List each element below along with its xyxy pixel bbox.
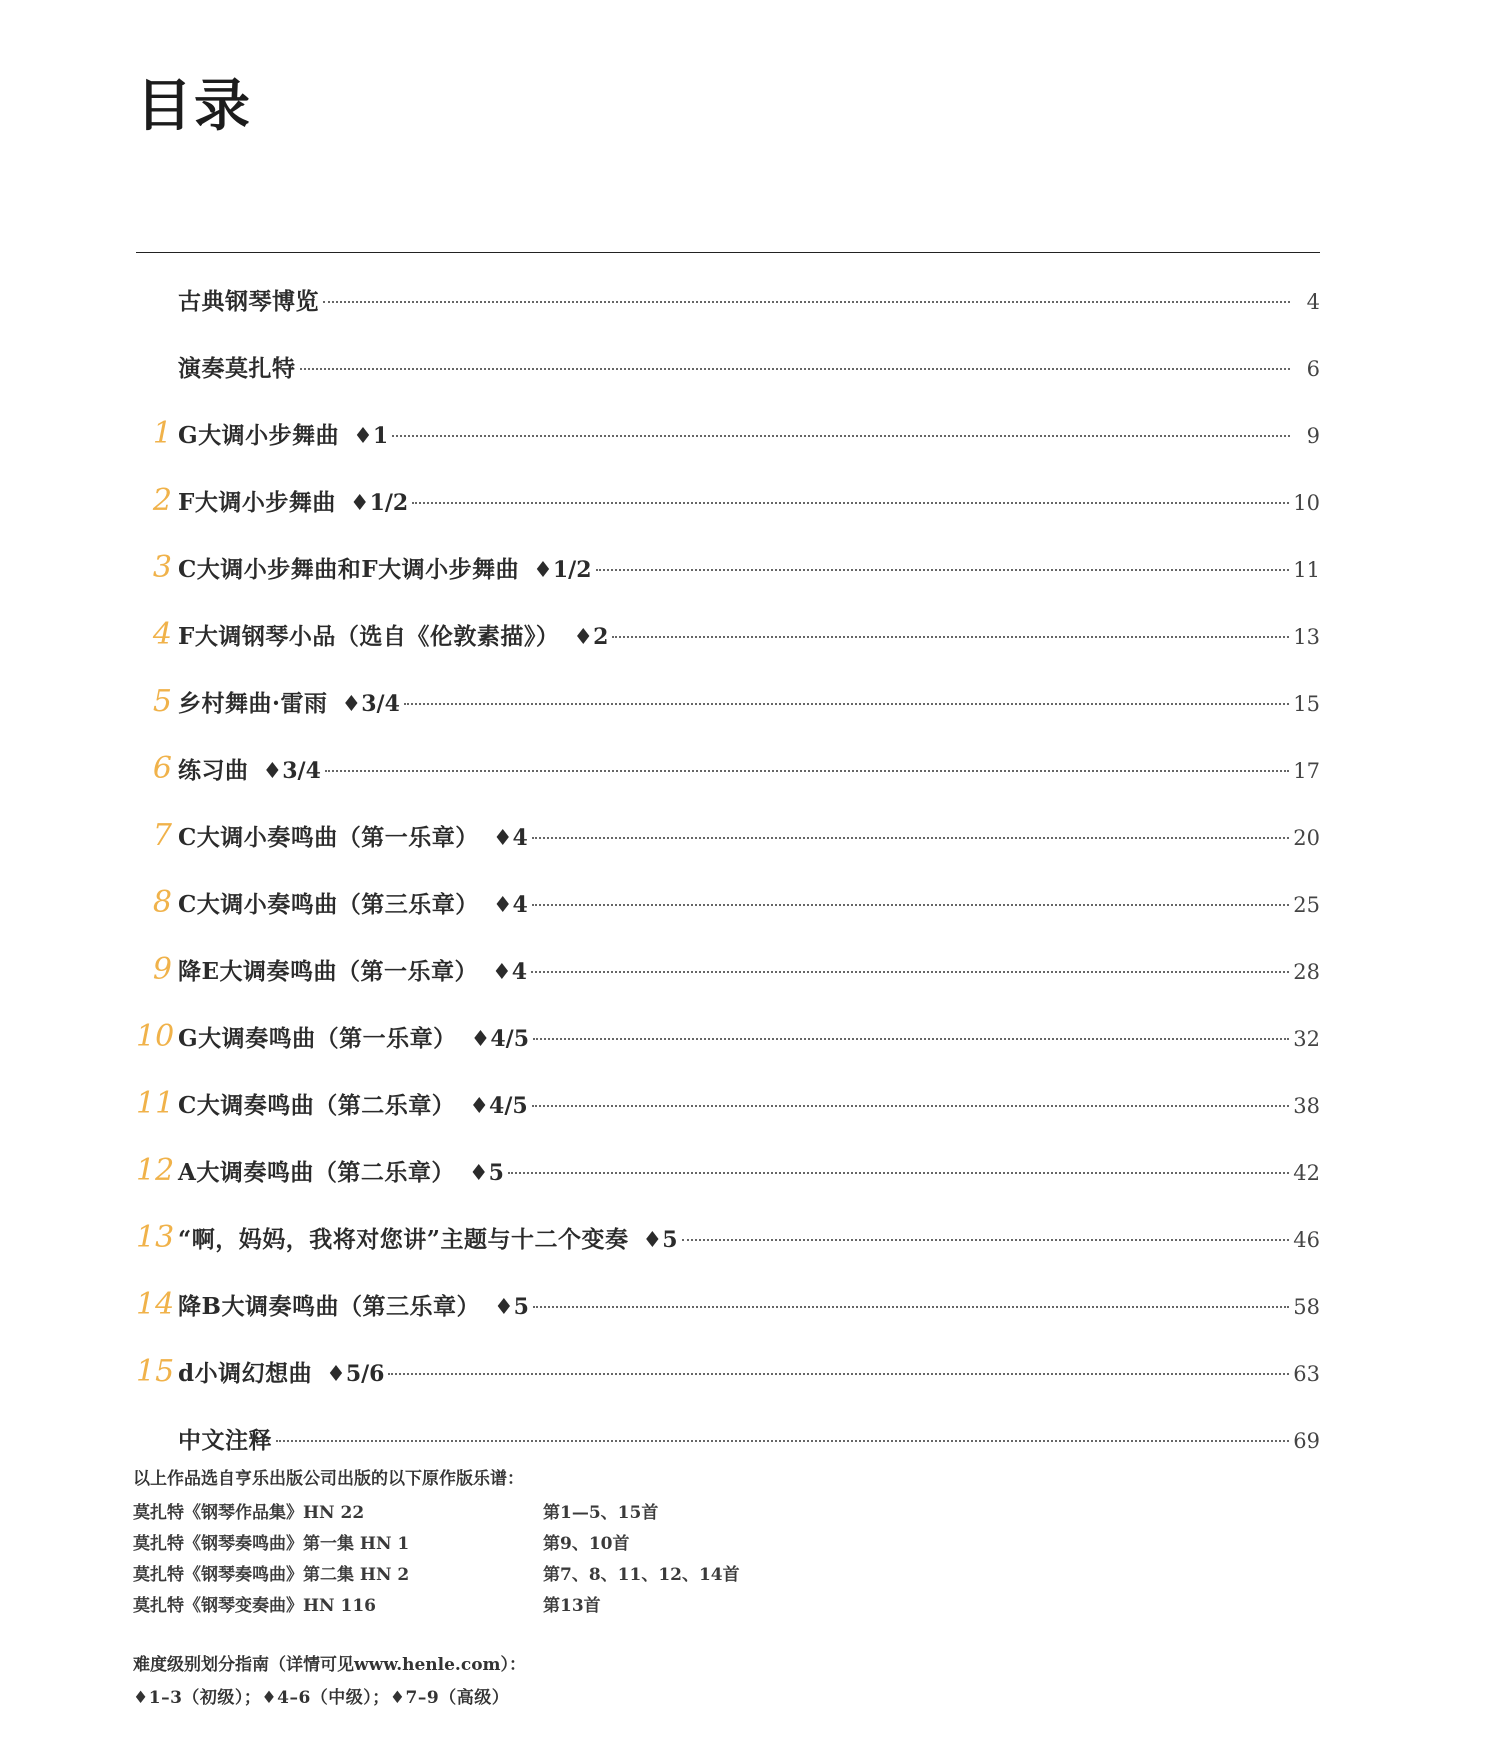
toc-entry-title: C大调小奏鸣曲（第三乐章） <box>178 891 479 918</box>
toc-entry-title: 中文注释 <box>178 1427 272 1454</box>
dot-leader <box>392 435 1290 437</box>
page-number: 25 <box>1293 893 1320 917</box>
toc-entry-number: 11 <box>136 1086 175 1121</box>
toc-entry-number: 4 <box>152 617 172 652</box>
title-divider <box>136 252 1320 253</box>
difficulty-guide-header: 难度级别划分指南（详情可见www.henle.com）： <box>133 1655 527 1675</box>
page-title: 目录 <box>136 73 252 139</box>
difficulty-level: ♦5 <box>642 1227 678 1253</box>
toc-entry-title: A大调奏鸣曲（第二乐章） <box>178 1159 455 1186</box>
toc-entry[interactable] <box>136 735 1320 802</box>
dot-leader <box>325 770 1289 772</box>
toc-entry[interactable] <box>136 400 1320 467</box>
toc-entry[interactable] <box>136 802 1320 869</box>
source-row <box>133 1495 933 1526</box>
toc-entry-number: 5 <box>152 684 172 719</box>
difficulty-level: ♦4/5 <box>469 1093 528 1119</box>
source-row <box>133 1526 933 1557</box>
page-number: 13 <box>1293 625 1320 649</box>
source-row <box>133 1557 933 1588</box>
difficulty-level: ♦4 <box>492 959 528 985</box>
source-items: 第13首 <box>543 1596 601 1616</box>
page-number: 10 <box>1293 491 1320 515</box>
page-number: 69 <box>1293 1429 1320 1453</box>
toc-entry[interactable] <box>136 1405 1320 1472</box>
toc-entry-title: C大调小奏鸣曲（第一乐章） <box>178 824 479 851</box>
toc-entry[interactable] <box>136 467 1320 534</box>
toc-entry[interactable] <box>136 1070 1320 1137</box>
source-items: 第1—5、15首 <box>543 1503 659 1523</box>
dot-leader <box>508 1172 1289 1174</box>
toc-entry-number: 7 <box>152 818 172 853</box>
page-number: 38 <box>1293 1094 1320 1118</box>
toc-entry-title: d小调幻想曲 <box>178 1360 313 1387</box>
toc-entry-title: G大调小步舞曲 <box>178 422 340 449</box>
toc-entry[interactable] <box>136 1003 1320 1070</box>
page-number: 42 <box>1293 1161 1320 1185</box>
toc-entry[interactable] <box>136 1338 1320 1405</box>
toc-entry[interactable] <box>136 266 1320 333</box>
source-editions-note <box>133 1464 933 1619</box>
page-number: 58 <box>1293 1295 1320 1319</box>
toc-entry-number: 9 <box>152 952 172 987</box>
difficulty-level: ♦1/2 <box>349 490 409 516</box>
toc-entry-title: 降B大调奏鸣曲（第三乐章） <box>178 1293 480 1320</box>
dot-leader <box>388 1373 1289 1375</box>
toc-entry-title: 古典钢琴博览 <box>178 288 319 315</box>
dot-leader <box>532 1105 1290 1107</box>
page-number: 20 <box>1293 826 1320 850</box>
source-title: 莫扎特《钢琴奏鸣曲》第二集 HN 2 <box>133 1565 410 1585</box>
toc-entry-title: F大调钢琴小品（选自《伦敦素描》） <box>178 623 560 650</box>
toc-entry-number: 10 <box>136 1019 175 1054</box>
dot-leader <box>323 301 1290 303</box>
dot-leader <box>533 1306 1289 1308</box>
page-number: 46 <box>1293 1228 1320 1252</box>
toc-entry-title: G大调奏鸣曲（第一乐章） <box>178 1025 457 1052</box>
toc-entry[interactable] <box>136 333 1320 400</box>
difficulty-guide-levels: ♦1–3（初级）；♦4–6（中级）；♦7–9（高级） <box>133 1688 510 1708</box>
dot-leader <box>596 569 1290 571</box>
toc-entry-title: C大调奏鸣曲（第二乐章） <box>178 1092 456 1119</box>
difficulty-level: ♦1 <box>353 423 389 449</box>
page-number: 11 <box>1293 558 1320 582</box>
difficulty-level: ♦1/2 <box>533 557 592 583</box>
difficulty-level: ♦5 <box>493 1294 529 1320</box>
table-of-contents <box>136 266 1320 1472</box>
toc-entry-number: 1 <box>152 416 172 451</box>
toc-entry[interactable] <box>136 601 1320 668</box>
page-number: 4 <box>1306 290 1320 314</box>
difficulty-level: ♦4/5 <box>470 1026 530 1052</box>
dot-leader <box>412 502 1289 504</box>
page-number: 6 <box>1306 357 1320 381</box>
toc-entry-number: 8 <box>152 885 172 920</box>
difficulty-level: ♦5 <box>468 1160 504 1186</box>
toc-entry[interactable] <box>136 1271 1320 1338</box>
toc-entry-title: 演奏莫扎特 <box>178 355 296 382</box>
page-number: 15 <box>1293 692 1320 716</box>
toc-entry-number: 2 <box>152 483 172 518</box>
toc-entry-title: 练习曲 <box>178 757 249 784</box>
toc-entry[interactable] <box>136 1204 1320 1271</box>
toc-entry[interactable] <box>136 534 1320 601</box>
toc-entry-title: C大调小步舞曲和F大调小步舞曲 <box>178 556 520 583</box>
source-title: 莫扎特《钢琴作品集》HN 22 <box>133 1503 365 1523</box>
source-items: 第9、10首 <box>543 1534 630 1554</box>
difficulty-level: ♦3/4 <box>341 691 400 717</box>
dot-leader <box>531 971 1289 973</box>
toc-entry[interactable] <box>136 668 1320 735</box>
sources-header: 以上作品选自亨乐出版公司出版的以下原作版乐谱： <box>133 1469 524 1489</box>
toc-entry-title: 降E大调奏鸣曲（第一乐章） <box>178 958 479 985</box>
toc-entry-title: “啊，妈妈，我将对您讲”主题与十二个变奏 <box>178 1226 629 1253</box>
difficulty-level: ♦4 <box>492 892 528 918</box>
difficulty-level: ♦2 <box>573 624 609 650</box>
toc-entry-title: 乡村舞曲·雷雨 <box>178 690 328 717</box>
dot-leader <box>276 1440 1289 1442</box>
toc-entry-number: 12 <box>136 1153 175 1188</box>
difficulty-level: ♦3/4 <box>262 758 321 784</box>
difficulty-level: ♦5/6 <box>326 1361 385 1387</box>
difficulty-level: ♦4 <box>492 825 528 851</box>
toc-entry-number: 14 <box>136 1287 175 1322</box>
toc-entry[interactable] <box>136 1137 1320 1204</box>
dot-leader <box>532 837 1289 839</box>
difficulty-guide <box>133 1650 526 1708</box>
source-row <box>133 1588 933 1619</box>
toc-entry-title: F大调小步舞曲 <box>178 489 336 516</box>
dot-leader <box>404 703 1289 705</box>
toc-entry-number: 6 <box>152 751 172 786</box>
dot-leader <box>612 636 1289 638</box>
toc-entry-number: 3 <box>152 550 172 585</box>
page-number: 28 <box>1293 960 1320 984</box>
page-number: 63 <box>1293 1362 1320 1386</box>
source-title: 莫扎特《钢琴奏鸣曲》第一集 HN 1 <box>133 1534 410 1554</box>
dot-leader <box>300 368 1291 370</box>
toc-entry[interactable] <box>136 936 1320 1003</box>
dot-leader <box>533 1038 1289 1040</box>
page-number: 9 <box>1306 424 1320 448</box>
dot-leader <box>682 1239 1290 1241</box>
dot-leader <box>532 904 1289 906</box>
source-items: 第7、8、11、12、14首 <box>543 1565 740 1585</box>
toc-entry-number: 15 <box>136 1354 175 1389</box>
toc-entry[interactable] <box>136 869 1320 936</box>
toc-entry-number: 13 <box>136 1220 175 1255</box>
source-title: 莫扎特《钢琴变奏曲》HN 116 <box>133 1596 377 1616</box>
page-number: 32 <box>1293 1027 1320 1051</box>
page-number: 17 <box>1293 759 1320 783</box>
